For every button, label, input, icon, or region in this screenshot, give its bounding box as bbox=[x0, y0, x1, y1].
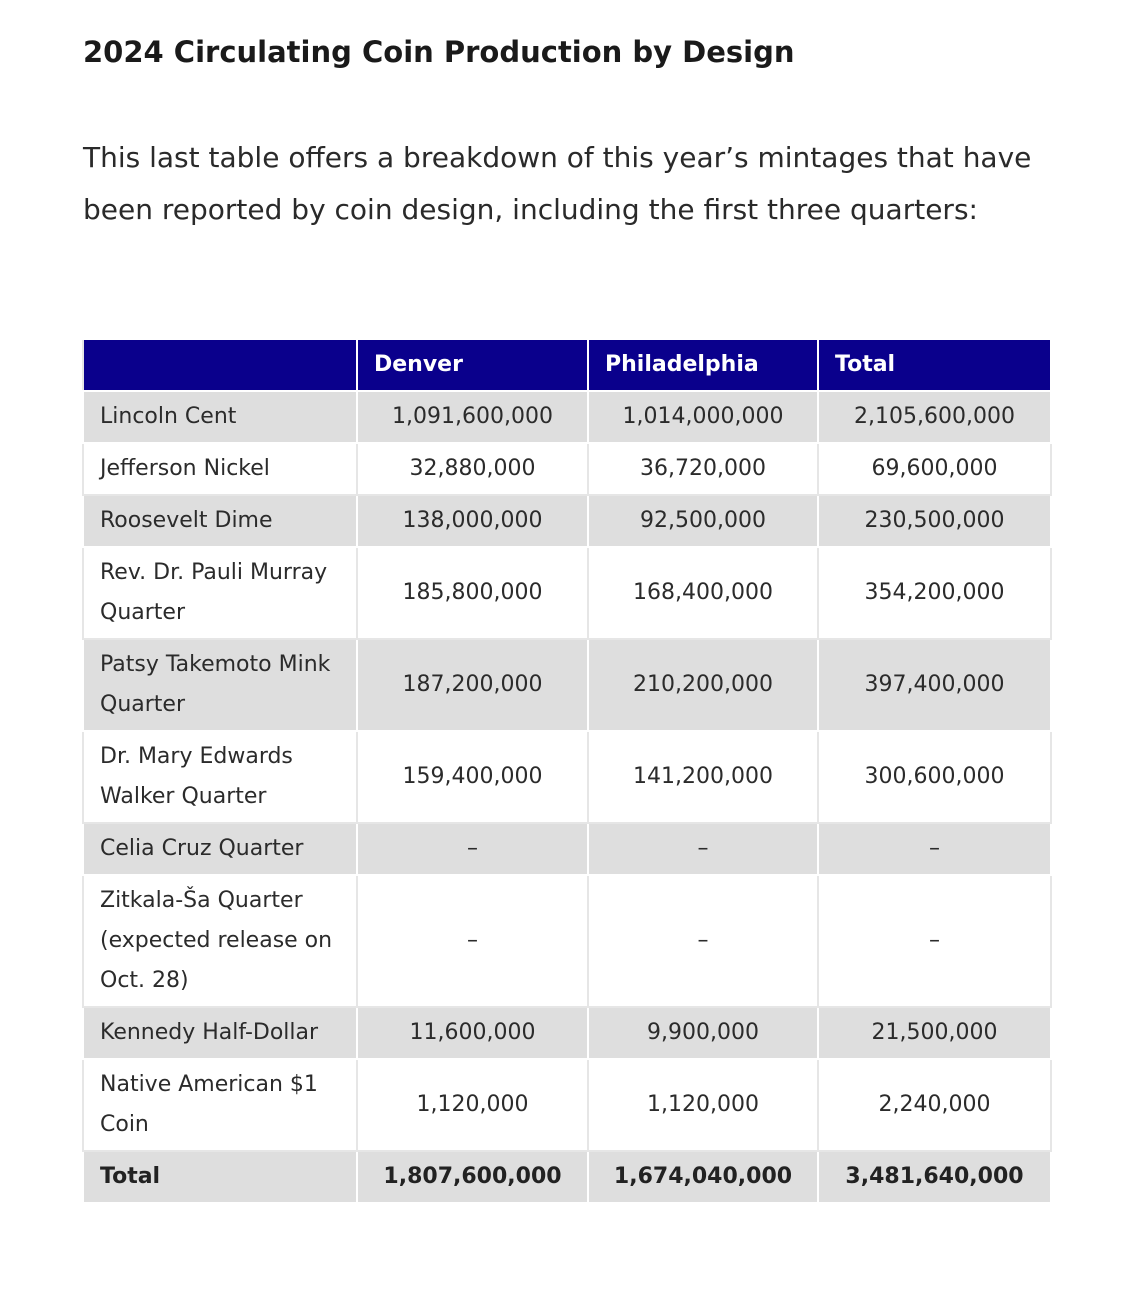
cell-design: Kennedy Half-Dollar bbox=[83, 1007, 357, 1059]
header-denver: Denver bbox=[357, 339, 588, 391]
cell-total: 397,400,000 bbox=[818, 639, 1051, 731]
cell-denver: 32,880,000 bbox=[357, 443, 588, 495]
table-row bbox=[83, 1007, 1051, 1059]
cell-denver: 138,000,000 bbox=[357, 495, 588, 547]
cell-design: Lincoln Cent bbox=[83, 391, 357, 443]
cell-total: 2,105,600,000 bbox=[818, 391, 1051, 443]
table-header-row bbox=[83, 339, 1051, 391]
header-philadelphia: Philadelphia bbox=[588, 339, 818, 391]
totals-row bbox=[83, 1151, 1051, 1203]
cell-philadelphia: 92,500,000 bbox=[588, 495, 818, 547]
cell-denver: – bbox=[357, 823, 588, 875]
page-heading: 2024 Circulating Coin Production by Design bbox=[83, 35, 795, 69]
cell-denver: 1,091,600,000 bbox=[357, 391, 588, 443]
cell-total: 2,240,000 bbox=[818, 1059, 1051, 1151]
table-row bbox=[83, 547, 1051, 639]
cell-total: – bbox=[818, 823, 1051, 875]
cell-design: Rev. Dr. Pauli Murray Quarter bbox=[83, 547, 357, 639]
cell-design: Dr. Mary Edwards Walker Quarter bbox=[83, 731, 357, 823]
table-row bbox=[83, 639, 1051, 731]
cell-philadelphia: 1,120,000 bbox=[588, 1059, 818, 1151]
cell-total: 354,200,000 bbox=[818, 547, 1051, 639]
cell-total: 230,500,000 bbox=[818, 495, 1051, 547]
cell-philadelphia: 168,400,000 bbox=[588, 547, 818, 639]
cell-philadelphia: 36,720,000 bbox=[588, 443, 818, 495]
table-row bbox=[83, 823, 1051, 875]
table-row bbox=[83, 731, 1051, 823]
cell-total: 21,500,000 bbox=[818, 1007, 1051, 1059]
cell-denver: 185,800,000 bbox=[357, 547, 588, 639]
cell-total: 69,600,000 bbox=[818, 443, 1051, 495]
header-design bbox=[83, 339, 357, 391]
cell-philadelphia: 141,200,000 bbox=[588, 731, 818, 823]
table-row bbox=[83, 443, 1051, 495]
cell-philadelphia: 9,900,000 bbox=[588, 1007, 818, 1059]
cell-design: Native American $1 Coin bbox=[83, 1059, 357, 1151]
table-row bbox=[83, 875, 1051, 1007]
table-row bbox=[83, 1059, 1051, 1151]
header-total: Total bbox=[818, 339, 1051, 391]
cell-denver: 159,400,000 bbox=[357, 731, 588, 823]
cell-philadelphia: – bbox=[588, 875, 818, 1007]
mintage-table bbox=[82, 338, 1052, 1204]
table-row bbox=[83, 391, 1051, 443]
cell-denver: – bbox=[357, 875, 588, 1007]
cell-denver: 187,200,000 bbox=[357, 639, 588, 731]
cell-design: Jefferson Nickel bbox=[83, 443, 357, 495]
cell-design: Celia Cruz Quarter bbox=[83, 823, 357, 875]
intro-paragraph: This last table offers a breakdown of this year’s mintages that have been reported by coin design, including the first three quarters: bbox=[83, 141, 1032, 226]
table-row bbox=[83, 495, 1051, 547]
cell-philadelphia: – bbox=[588, 823, 818, 875]
cell-total: 300,600,000 bbox=[818, 731, 1051, 823]
cell-philadelphia: 1,014,000,000 bbox=[588, 391, 818, 443]
cell-design: Patsy Takemoto Mink Quarter bbox=[83, 639, 357, 731]
cell-design: Zitkala-Ša Quarter (expected release on Oct. 28) bbox=[83, 875, 357, 1007]
cell-denver: 11,600,000 bbox=[357, 1007, 588, 1059]
totals-philadelphia: 1,674,040,000 bbox=[588, 1151, 818, 1203]
cell-philadelphia: 210,200,000 bbox=[588, 639, 818, 731]
cell-total: – bbox=[818, 875, 1051, 1007]
totals-label: Total bbox=[83, 1151, 357, 1203]
mintage-table-container bbox=[82, 338, 1050, 1204]
totals-denver: 1,807,600,000 bbox=[357, 1151, 588, 1203]
cell-denver: 1,120,000 bbox=[357, 1059, 588, 1151]
cell-design: Roosevelt Dime bbox=[83, 495, 357, 547]
totals-total: 3,481,640,000 bbox=[818, 1151, 1051, 1203]
